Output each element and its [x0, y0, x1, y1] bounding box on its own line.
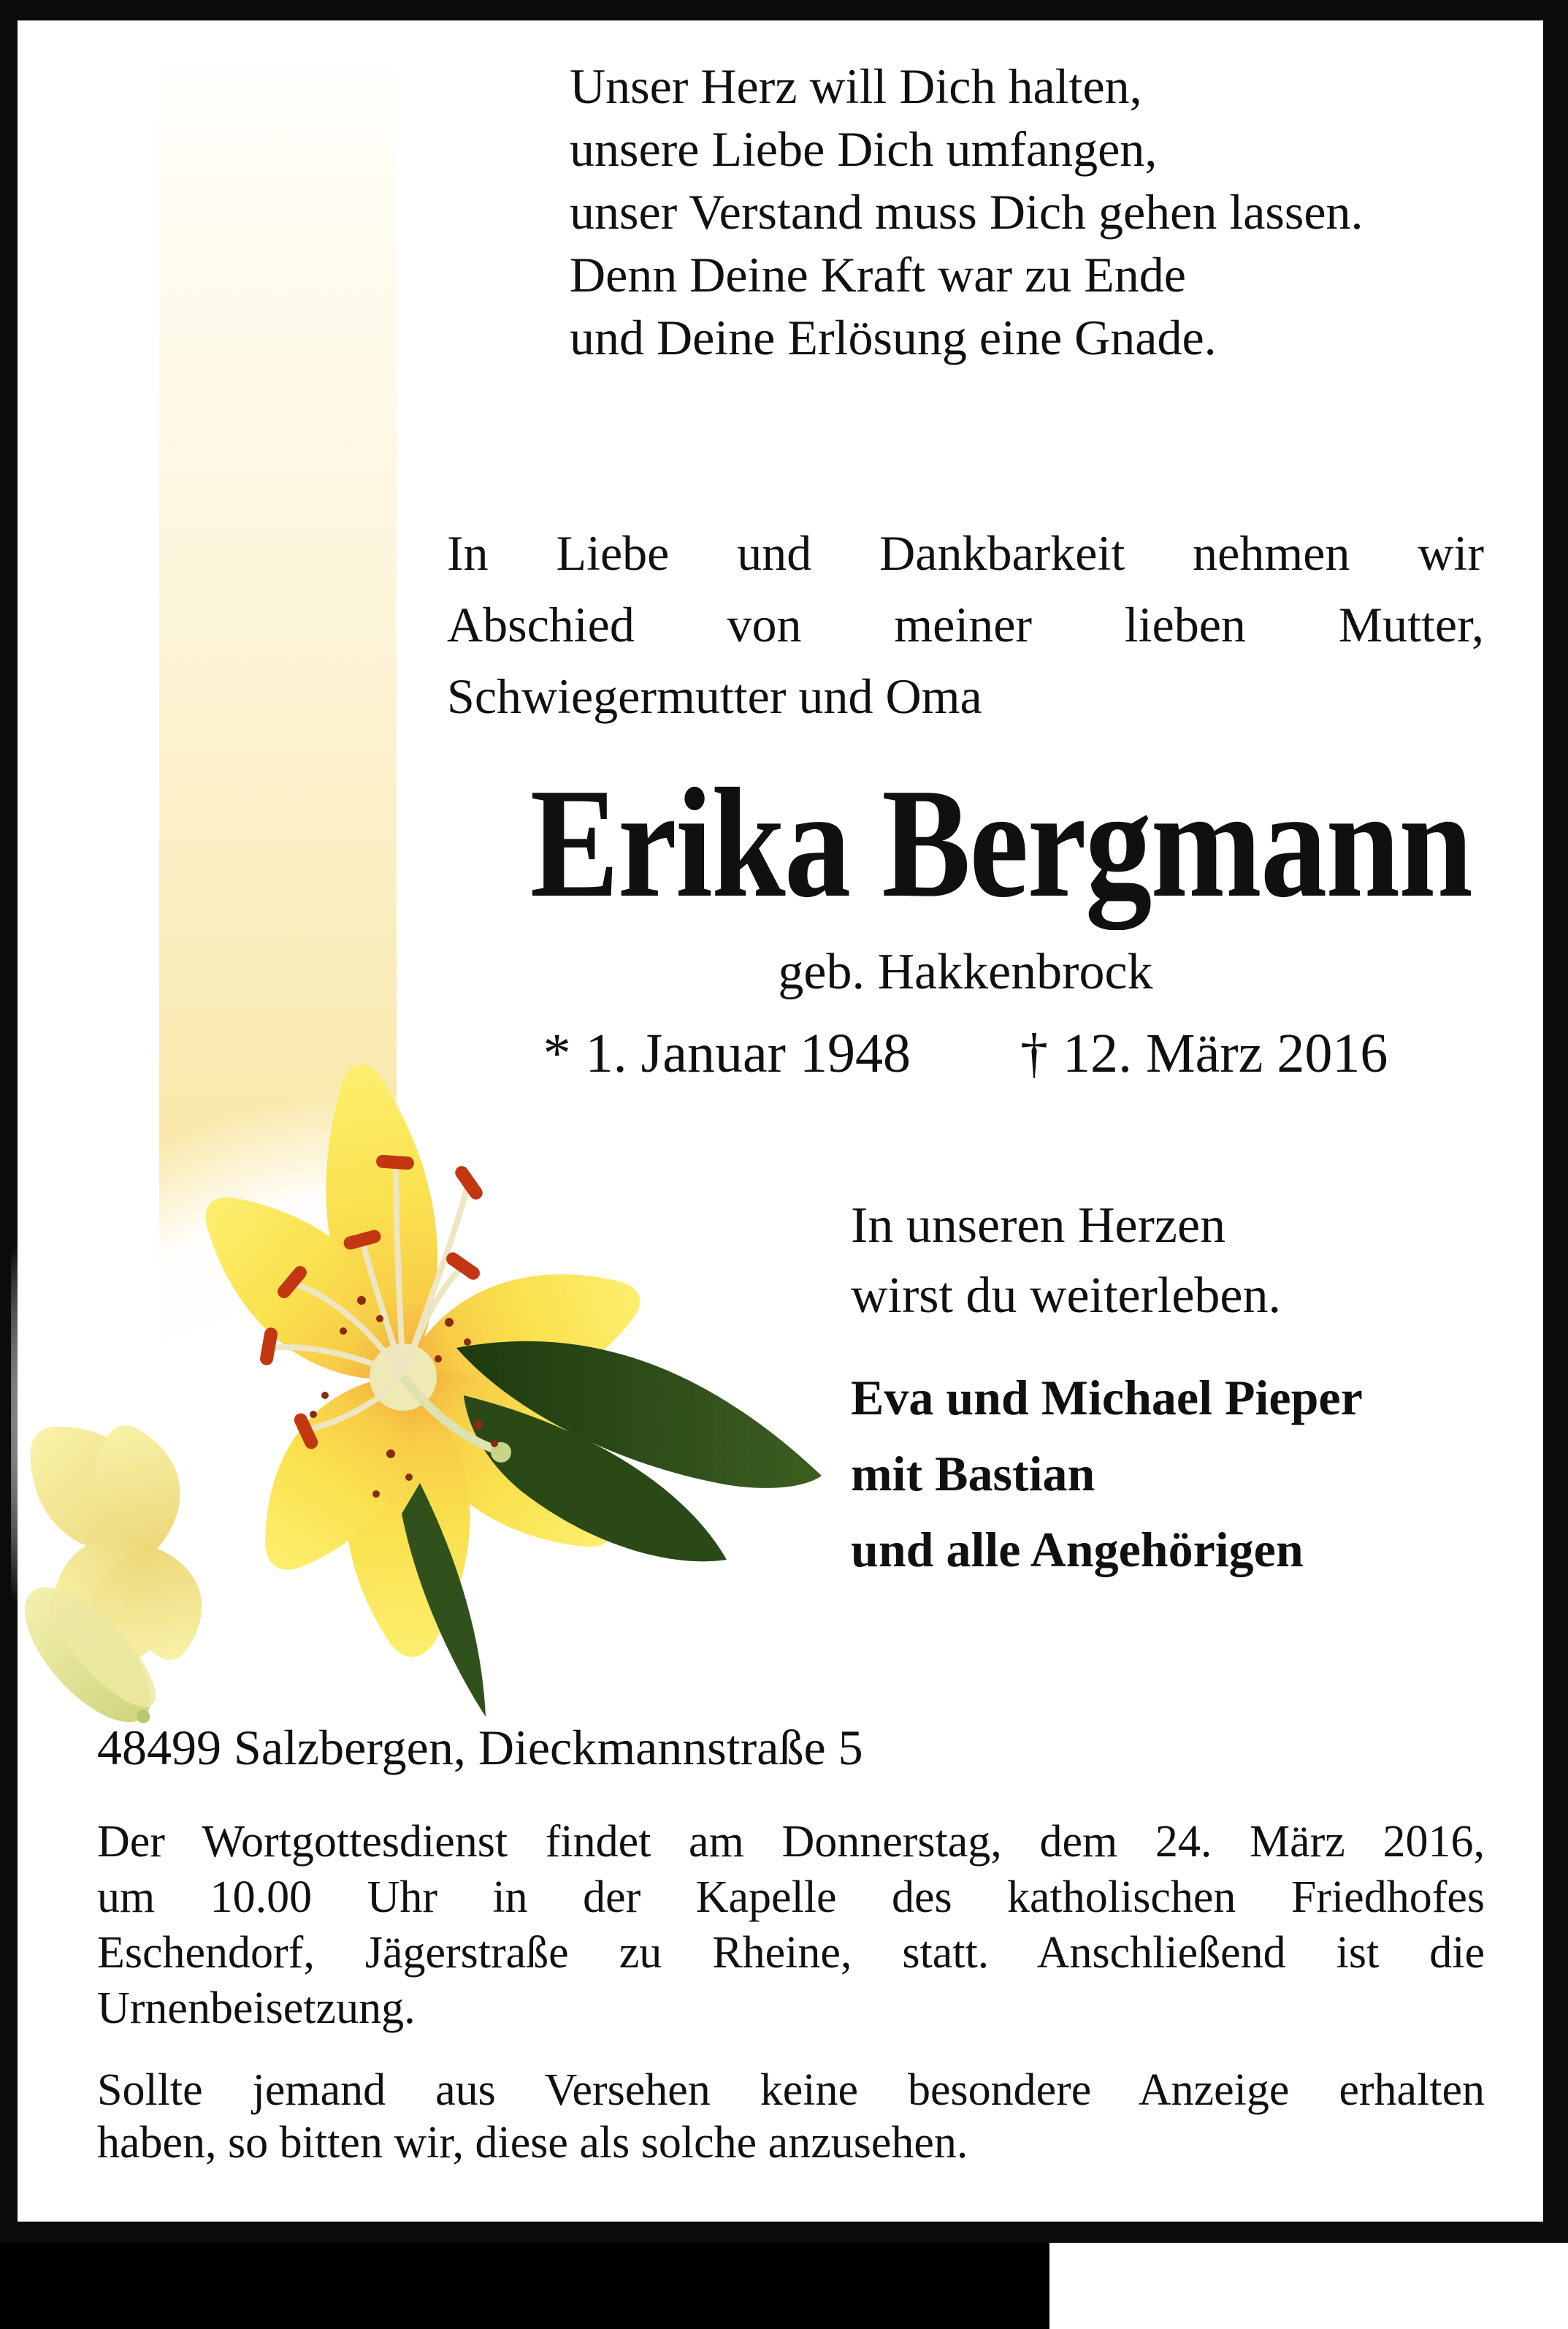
verse-line: unsere Liebe Dich umfangen, — [570, 121, 1158, 177]
verse-line: unser Verstand muss Dich gehen lassen. — [570, 184, 1364, 240]
address-line: 48499 Salzbergen, Dieckmannstraße 5 — [97, 1720, 863, 1775]
service-line: Urnenbeisetzung. — [97, 1983, 416, 2033]
death-date — [1020, 1024, 1388, 1083]
mourner-line: Eva und Michael Pieper — [851, 1370, 1363, 1425]
birth-date-text: 1. Januar 1948 — [585, 1023, 911, 1084]
mourner-line: und alle Angehörigen — [851, 1522, 1304, 1577]
birth-star-symbol: * — [543, 1023, 571, 1084]
service-line: um 10.00 Uhr in der Kapelle des katholischen Friedhofes — [97, 1872, 1485, 1922]
mourner-line: mit Bastian — [851, 1446, 1095, 1501]
verse-line: Denn Deine Kraft war zu Ende — [570, 247, 1186, 302]
death-date-text: 12. März 2016 — [1063, 1023, 1388, 1084]
lily-flower-image — [11, 1015, 844, 1753]
service-line: Der Wortgottesdienst findet am Donnerstag, dem 24. März 2016, — [97, 1817, 1485, 1867]
remembrance-line: wirst du weiterleben. — [851, 1268, 1281, 1324]
verse-line: Unser Herz will Dich halten, — [570, 58, 1142, 114]
service-info — [97, 1814, 1485, 2036]
opening-verse — [570, 55, 1364, 369]
birth-date — [543, 1024, 911, 1083]
life-dates — [447, 1024, 1484, 1083]
remembrance-text — [851, 1191, 1281, 1331]
mourners-list — [851, 1360, 1363, 1587]
service-line: Eschendorf, Jägerstraße zu Rheine, statt. Anschließend ist die — [97, 1928, 1485, 1978]
deceased-block — [447, 755, 1484, 1084]
intro-line: In Liebe und Dankbarkeit nehmen wir — [447, 525, 1484, 581]
page-edge-black-block — [0, 2243, 1049, 2329]
death-cross-symbol: † — [1020, 1023, 1048, 1084]
verse-line: und Deine Erlösung eine Gnade. — [570, 310, 1217, 365]
intro-line: Abschied von meiner lieben Mutter, — [447, 597, 1484, 652]
misprint-notice — [97, 2064, 1485, 2169]
remembrance-line: In unseren Herzen — [851, 1197, 1226, 1254]
deceased-name: Erika Bergmann — [529, 755, 1472, 930]
notice-line: Sollte jemand aus Versehen keine besondere Anzeige erhalten — [97, 2065, 1485, 2115]
introduction-text — [447, 517, 1484, 732]
maiden-name: geb. Hakkenbrock — [778, 944, 1153, 1000]
intro-line: Schwiegermutter und Oma — [447, 668, 982, 724]
notice-line: haben, so bitten wir, diese als solche anzusehen. — [97, 2118, 968, 2168]
